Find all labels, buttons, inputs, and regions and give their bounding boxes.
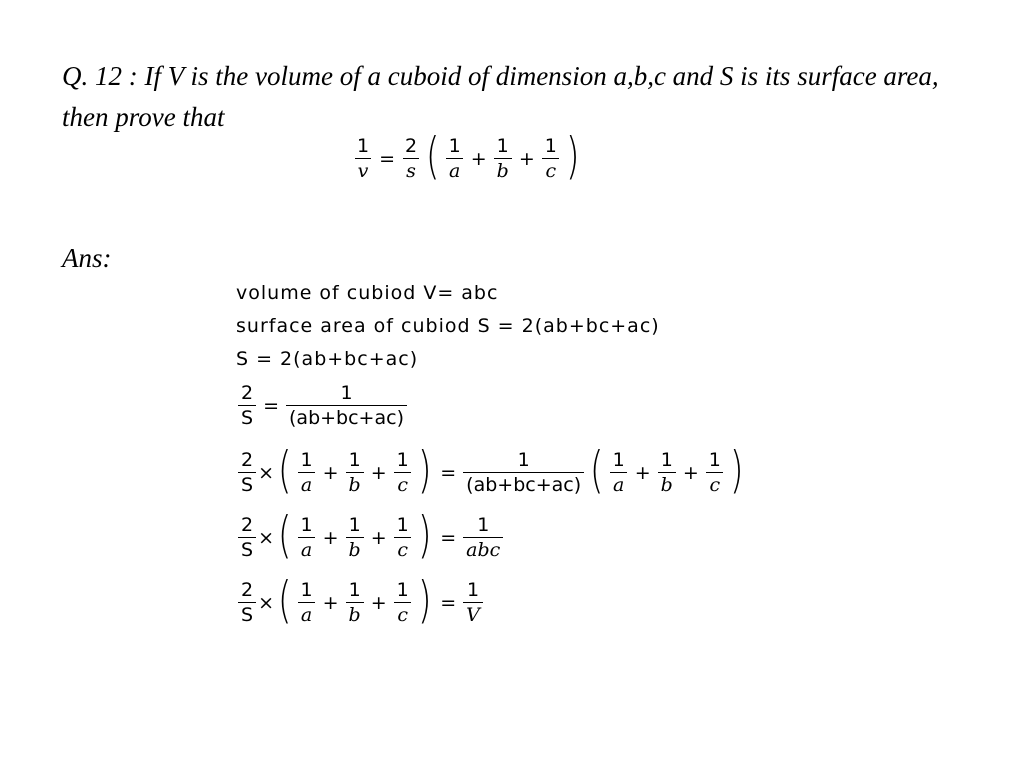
- frac-1-b: $\frac{1}{b}$: [658, 451, 676, 495]
- frac-1-b: $\frac{1}{b}$: [494, 137, 512, 181]
- paren-close: ): [417, 441, 432, 499]
- frac-1-b: $\frac{1}{b}$: [346, 516, 364, 560]
- plus-sign: +: [518, 147, 535, 170]
- equals-sign: =: [379, 147, 396, 170]
- frac-1-V: $\frac{1}{V}$: [463, 581, 483, 625]
- frac-1-c: $\frac{1}{c}$: [706, 451, 724, 495]
- plus-sign: +: [682, 461, 699, 484]
- frac-2-S: $\frac{2}{S}$: [238, 384, 256, 428]
- frac-1-a: $\frac{1}{a}$: [298, 516, 316, 560]
- paren-close: ): [417, 506, 432, 564]
- paren-close: ): [417, 571, 432, 629]
- question-label: Q. 12 :: [62, 61, 138, 91]
- frac-1-b: $\frac{1}{b}$: [346, 581, 364, 625]
- paren-open: (: [590, 441, 604, 499]
- frac-2-S: $\frac{2}{S}$: [238, 581, 256, 625]
- times-sign: ×: [258, 461, 275, 484]
- answer-line-3: S = 2(ab+bc+ac): [236, 348, 419, 370]
- question-text: [62, 56, 982, 138]
- answer-line-2: surface area of cubiod S = 2(ab+bc+ac): [236, 315, 660, 337]
- question-body: If V is the volume of a cuboid of dimension a,b,c and S is its surface area, then prove that: [62, 61, 939, 132]
- answer-step-5: [236, 441, 747, 499]
- paren-open: (: [277, 506, 292, 564]
- plus-sign: +: [634, 461, 651, 484]
- frac-1-c: $\frac{1}{c}$: [394, 451, 412, 495]
- paren-close: ): [729, 441, 744, 499]
- plus-sign: +: [370, 526, 387, 549]
- answer-step-4: [236, 384, 409, 428]
- plus-sign: +: [322, 591, 339, 614]
- frac-1-b: $\frac{1}{b}$: [346, 451, 364, 495]
- equals-sign: =: [440, 461, 457, 484]
- frac-1-a: $\frac{1}{a}$: [298, 451, 316, 495]
- frac-2-S: $\frac{2}{S}$: [238, 516, 256, 560]
- equals-sign: =: [440, 591, 457, 614]
- equals-sign: =: [440, 526, 457, 549]
- times-sign: ×: [258, 526, 275, 549]
- equals-sign: =: [263, 394, 280, 417]
- frac-1-c: $\frac{1}{c}$: [542, 137, 560, 181]
- frac-1-c: $\frac{1}{c}$: [394, 516, 412, 560]
- answer-line-1: volume of cubiod V= abc: [236, 282, 499, 304]
- frac-2-s: $\frac{2}{s}$: [405, 135, 418, 182]
- plus-sign: +: [370, 461, 387, 484]
- frac-1-a: $\frac{1}{a}$: [446, 137, 464, 181]
- formula-to-prove: [352, 127, 583, 185]
- frac-1-a: $\frac{1}{a}$: [298, 581, 316, 625]
- frac-1-c: $\frac{1}{c}$: [394, 581, 412, 625]
- frac-1-v: $\frac{1}{v}$: [354, 137, 372, 181]
- frac-1-sum: $\frac{1}{(ab+bc+ac)}$: [463, 451, 584, 495]
- answer-step-7: [236, 571, 485, 629]
- plus-sign: +: [322, 461, 339, 484]
- plus-sign: +: [322, 526, 339, 549]
- frac-1-abc: $\frac{1}{\text{abc}}$: [463, 516, 503, 560]
- plus-sign: +: [370, 591, 387, 614]
- times-sign: ×: [258, 591, 275, 614]
- paren-close: ): [565, 127, 580, 185]
- answer-step-6: [236, 506, 505, 564]
- frac-1-a: $\frac{1}{a}$: [610, 451, 628, 495]
- frac-2-S: $\frac{2}{S}$: [238, 451, 256, 495]
- paren-open: (: [277, 571, 292, 629]
- paren-open: (: [426, 127, 440, 185]
- answer-label: Ans:: [62, 243, 112, 273]
- frac-1-sum: $\frac{1}{(ab+bc+ac)}$: [286, 384, 407, 428]
- plus-sign: +: [470, 147, 487, 170]
- paren-open: (: [277, 441, 292, 499]
